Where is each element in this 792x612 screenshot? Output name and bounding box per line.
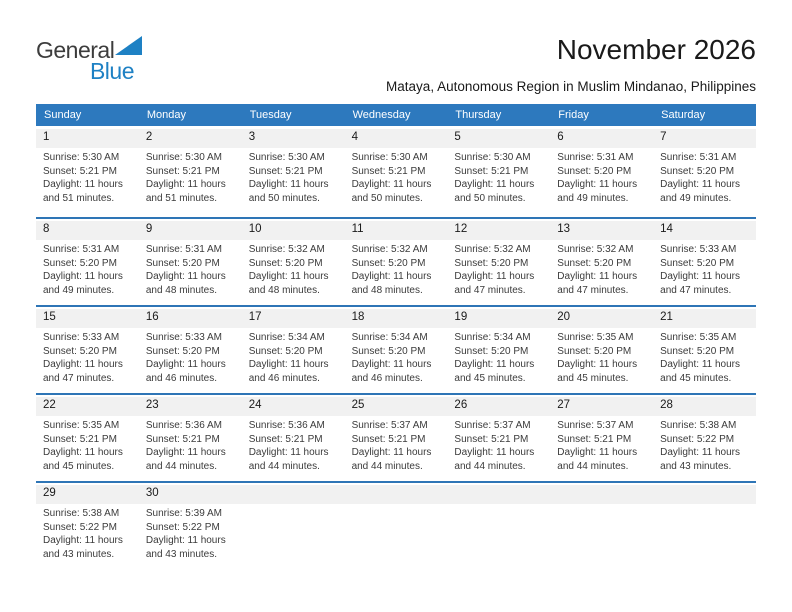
daylight-minutes-text: and 43 minutes. bbox=[660, 460, 732, 472]
day-details-band bbox=[36, 148, 756, 205]
daylight-minutes-text: and 48 minutes. bbox=[145, 284, 218, 296]
logo-text-general: General bbox=[36, 37, 115, 63]
calendar-table bbox=[36, 104, 756, 569]
calendar-day-cell bbox=[36, 148, 139, 205]
daylight-text: Daylight: 11 hours bbox=[248, 179, 329, 190]
day-details-band bbox=[36, 328, 756, 385]
sunset-text: Sunset: 5:20 PM bbox=[248, 257, 323, 269]
sunset-text: Sunset: 5:22 PM bbox=[145, 521, 220, 533]
sunrise-text: Sunrise: 5:34 AM bbox=[454, 332, 531, 343]
day-number: 7 bbox=[660, 131, 667, 143]
sunset-text: Sunset: 5:21 PM bbox=[145, 165, 220, 177]
empty-day-cell bbox=[242, 504, 345, 561]
weekday-header-monday: Monday bbox=[146, 109, 186, 121]
calendar-day-cell bbox=[139, 328, 242, 385]
calendar-day-cell bbox=[447, 148, 550, 205]
day-number-band bbox=[36, 485, 756, 504]
daylight-text: Daylight: 11 hours bbox=[660, 447, 740, 458]
sunrise-text: Sunrise: 5:31 AM bbox=[557, 152, 634, 163]
calendar-day-cell bbox=[242, 416, 345, 473]
day-number: 25 bbox=[351, 399, 365, 411]
calendar-day-cell bbox=[653, 240, 756, 297]
page-subtitle: Mataya, Autonomous Region in Muslim Mindanao, Philippines bbox=[386, 79, 756, 94]
daylight-text: Daylight: 11 hours bbox=[557, 179, 638, 190]
daylight-text: Daylight: 11 hours bbox=[557, 271, 638, 282]
calendar-day-cell bbox=[447, 328, 550, 385]
day-number: 21 bbox=[660, 311, 673, 323]
calendar-day-cell bbox=[242, 148, 345, 205]
weekday-header-wednesday: Wednesday bbox=[352, 109, 411, 121]
day-number: 23 bbox=[145, 399, 159, 411]
sunset-text: Sunset: 5:21 PM bbox=[248, 433, 323, 445]
daylight-minutes-text: and 44 minutes. bbox=[557, 460, 629, 472]
sunrise-text: Sunrise: 5:30 AM bbox=[43, 152, 120, 163]
day-number-band bbox=[36, 221, 756, 240]
daylight-text: Daylight: 11 hours bbox=[248, 359, 329, 370]
calendar-day-cell bbox=[36, 240, 139, 297]
sunrise-text: Sunrise: 5:35 AM bbox=[557, 332, 634, 343]
calendar-week-row bbox=[36, 481, 756, 569]
daylight-text: Daylight: 11 hours bbox=[660, 359, 740, 370]
day-number: 12 bbox=[454, 223, 468, 235]
day-number: 30 bbox=[145, 487, 159, 499]
empty-day-number bbox=[345, 485, 448, 504]
daylight-text: Daylight: 11 hours bbox=[145, 535, 226, 546]
day-number: 5 bbox=[454, 131, 461, 143]
sunrise-text: Sunrise: 5:33 AM bbox=[43, 332, 120, 343]
calendar-day-cell bbox=[36, 328, 139, 385]
calendar-day-cell bbox=[36, 416, 139, 473]
daylight-text: Daylight: 11 hours bbox=[43, 179, 123, 190]
daylight-minutes-text: and 46 minutes. bbox=[145, 372, 218, 384]
calendar-day-cell bbox=[345, 148, 448, 205]
sunset-text: Sunset: 5:20 PM bbox=[43, 345, 117, 357]
day-number: 24 bbox=[248, 399, 262, 411]
sunset-text: Sunset: 5:20 PM bbox=[660, 345, 735, 357]
sunset-text: Sunset: 5:22 PM bbox=[43, 521, 117, 533]
day-number: 19 bbox=[454, 311, 468, 323]
day-number: 9 bbox=[145, 223, 153, 235]
calendar-day-cell bbox=[550, 148, 653, 205]
daylight-minutes-text: and 48 minutes. bbox=[351, 284, 423, 296]
day-number: 22 bbox=[43, 399, 56, 411]
calendar-day-cell bbox=[139, 504, 242, 561]
daylight-minutes-text: and 50 minutes. bbox=[351, 192, 423, 204]
sunrise-text: Sunrise: 5:30 AM bbox=[351, 152, 428, 163]
day-number: 28 bbox=[660, 399, 673, 411]
daylight-text: Daylight: 11 hours bbox=[351, 179, 432, 190]
daylight-text: Daylight: 11 hours bbox=[145, 271, 226, 282]
sunset-text: Sunset: 5:20 PM bbox=[351, 345, 426, 357]
day-number: 13 bbox=[557, 223, 571, 235]
empty-day-number bbox=[550, 485, 653, 504]
weekday-header-sunday: Sunday bbox=[44, 109, 82, 121]
daylight-minutes-text: and 47 minutes. bbox=[43, 372, 115, 384]
sunrise-text: Sunrise: 5:31 AM bbox=[43, 244, 120, 255]
calendar-day-cell bbox=[139, 240, 242, 297]
sunrise-text: Sunrise: 5:35 AM bbox=[660, 332, 737, 343]
sunrise-text: Sunrise: 5:35 AM bbox=[43, 420, 120, 431]
sunrise-text: Sunrise: 5:31 AM bbox=[145, 244, 222, 255]
sunrise-text: Sunrise: 5:34 AM bbox=[351, 332, 428, 343]
calendar-day-cell bbox=[345, 328, 448, 385]
calendar-body bbox=[36, 129, 756, 569]
sunrise-text: Sunrise: 5:33 AM bbox=[145, 332, 222, 343]
daylight-minutes-text: and 47 minutes. bbox=[557, 284, 629, 296]
weekday-header-tuesday: Tuesday bbox=[249, 109, 292, 121]
daylight-minutes-text: and 44 minutes. bbox=[145, 460, 218, 472]
day-number: 3 bbox=[248, 131, 256, 143]
general-blue-logo bbox=[36, 36, 146, 82]
day-number: 15 bbox=[43, 311, 56, 323]
daylight-minutes-text: and 45 minutes. bbox=[660, 372, 732, 384]
empty-day-number bbox=[447, 485, 550, 504]
empty-day-cell bbox=[447, 504, 550, 561]
daylight-minutes-text: and 43 minutes. bbox=[145, 548, 218, 560]
calendar-day-cell bbox=[653, 416, 756, 473]
sunset-text: Sunset: 5:21 PM bbox=[145, 433, 220, 445]
sunset-text: Sunset: 5:20 PM bbox=[145, 257, 220, 269]
daylight-text: Daylight: 11 hours bbox=[351, 447, 432, 458]
sunset-text: Sunset: 5:20 PM bbox=[454, 345, 529, 357]
day-number-band bbox=[36, 129, 756, 148]
sunrise-text: Sunrise: 5:38 AM bbox=[43, 508, 120, 519]
daylight-text: Daylight: 11 hours bbox=[454, 271, 535, 282]
day-number-band bbox=[36, 397, 756, 416]
calendar-week-row bbox=[36, 217, 756, 305]
sunset-text: Sunset: 5:21 PM bbox=[454, 165, 529, 177]
calendar-day-cell bbox=[345, 416, 448, 473]
sunset-text: Sunset: 5:21 PM bbox=[454, 433, 529, 445]
day-number: 20 bbox=[557, 311, 571, 323]
day-number: 10 bbox=[248, 223, 262, 235]
calendar-day-cell bbox=[550, 240, 653, 297]
logo-text-blue: Blue bbox=[89, 58, 134, 84]
daylight-minutes-text: and 44 minutes. bbox=[454, 460, 526, 472]
calendar-day-cell bbox=[550, 328, 653, 385]
sunrise-text: Sunrise: 5:32 AM bbox=[351, 244, 428, 255]
sunset-text: Sunset: 5:20 PM bbox=[557, 257, 632, 269]
calendar-day-cell bbox=[345, 240, 448, 297]
daylight-minutes-text: and 45 minutes. bbox=[43, 460, 115, 472]
weekday-header-friday: Friday bbox=[558, 109, 589, 121]
calendar-day-cell bbox=[550, 416, 653, 473]
day-number: 6 bbox=[557, 131, 564, 143]
logo-triangle-icon bbox=[115, 36, 142, 60]
day-number: 14 bbox=[660, 223, 673, 235]
sunrise-text: Sunrise: 5:32 AM bbox=[454, 244, 531, 255]
daylight-text: Daylight: 11 hours bbox=[454, 359, 535, 370]
sunset-text: Sunset: 5:20 PM bbox=[660, 165, 735, 177]
day-number: 1 bbox=[43, 131, 50, 143]
sunrise-text: Sunrise: 5:33 AM bbox=[660, 244, 737, 255]
daylight-minutes-text: and 47 minutes. bbox=[454, 284, 526, 296]
sunset-text: Sunset: 5:21 PM bbox=[557, 433, 632, 445]
daylight-text: Daylight: 11 hours bbox=[248, 271, 329, 282]
sunset-text: Sunset: 5:21 PM bbox=[351, 433, 426, 445]
day-details-band bbox=[36, 240, 756, 297]
day-number: 17 bbox=[248, 311, 262, 323]
daylight-minutes-text: and 49 minutes. bbox=[660, 192, 732, 204]
daylight-minutes-text: and 44 minutes. bbox=[351, 460, 423, 472]
empty-day-number bbox=[653, 485, 756, 504]
sunset-text: Sunset: 5:21 PM bbox=[351, 165, 426, 177]
calendar-day-cell bbox=[139, 416, 242, 473]
sunset-text: Sunset: 5:20 PM bbox=[43, 257, 117, 269]
sunset-text: Sunset: 5:21 PM bbox=[43, 165, 117, 177]
daylight-minutes-text: and 47 minutes. bbox=[660, 284, 732, 296]
daylight-minutes-text: and 51 minutes. bbox=[145, 192, 218, 204]
calendar-day-cell bbox=[447, 416, 550, 473]
calendar-day-cell bbox=[36, 504, 139, 561]
sunset-text: Sunset: 5:22 PM bbox=[660, 433, 735, 445]
calendar-day-cell bbox=[242, 328, 345, 385]
daylight-minutes-text: and 49 minutes. bbox=[557, 192, 629, 204]
sunrise-text: Sunrise: 5:39 AM bbox=[145, 508, 222, 519]
daylight-text: Daylight: 11 hours bbox=[145, 179, 226, 190]
calendar-day-cell bbox=[242, 240, 345, 297]
daylight-minutes-text: and 45 minutes. bbox=[454, 372, 526, 384]
daylight-text: Daylight: 11 hours bbox=[660, 271, 740, 282]
sunset-text: Sunset: 5:21 PM bbox=[248, 165, 323, 177]
calendar-day-cell bbox=[653, 148, 756, 205]
sunset-text: Sunset: 5:20 PM bbox=[248, 345, 323, 357]
day-details-band bbox=[36, 416, 756, 473]
sunrise-text: Sunrise: 5:34 AM bbox=[248, 332, 325, 343]
day-number-band bbox=[36, 309, 756, 328]
sunrise-text: Sunrise: 5:32 AM bbox=[248, 244, 325, 255]
weekday-header-saturday: Saturday bbox=[661, 109, 706, 121]
sunrise-text: Sunrise: 5:38 AM bbox=[660, 420, 737, 431]
daylight-text: Daylight: 11 hours bbox=[145, 447, 226, 458]
daylight-minutes-text: and 51 minutes. bbox=[43, 192, 115, 204]
day-number: 29 bbox=[43, 487, 56, 499]
daylight-text: Daylight: 11 hours bbox=[43, 271, 123, 282]
daylight-text: Daylight: 11 hours bbox=[557, 359, 638, 370]
day-number: 8 bbox=[43, 223, 50, 235]
sunrise-text: Sunrise: 5:30 AM bbox=[454, 152, 531, 163]
calendar-day-cell bbox=[653, 328, 756, 385]
daylight-minutes-text: and 46 minutes. bbox=[248, 372, 320, 384]
daylight-text: Daylight: 11 hours bbox=[557, 447, 638, 458]
daylight-minutes-text: and 48 minutes. bbox=[248, 284, 320, 296]
day-number: 27 bbox=[557, 399, 571, 411]
sunset-text: Sunset: 5:20 PM bbox=[557, 345, 632, 357]
sunrise-text: Sunrise: 5:32 AM bbox=[557, 244, 634, 255]
sunset-text: Sunset: 5:20 PM bbox=[557, 165, 632, 177]
calendar-week-row bbox=[36, 393, 756, 481]
empty-day-number bbox=[242, 485, 345, 504]
sunrise-text: Sunrise: 5:37 AM bbox=[351, 420, 428, 431]
daylight-text: Daylight: 11 hours bbox=[351, 359, 432, 370]
sunset-text: Sunset: 5:20 PM bbox=[351, 257, 426, 269]
sunset-text: Sunset: 5:20 PM bbox=[145, 345, 220, 357]
daylight-text: Daylight: 11 hours bbox=[454, 447, 535, 458]
weekday-header-thursday: Thursday bbox=[455, 109, 502, 121]
day-number: 18 bbox=[351, 311, 365, 323]
calendar-week-row bbox=[36, 305, 756, 393]
daylight-text: Daylight: 11 hours bbox=[351, 271, 432, 282]
daylight-minutes-text: and 49 minutes. bbox=[43, 284, 115, 296]
sunrise-text: Sunrise: 5:30 AM bbox=[248, 152, 325, 163]
daylight-text: Daylight: 11 hours bbox=[660, 179, 740, 190]
sunrise-text: Sunrise: 5:36 AM bbox=[145, 420, 222, 431]
sunrise-text: Sunrise: 5:31 AM bbox=[660, 152, 737, 163]
empty-day-cell bbox=[653, 504, 756, 561]
page-title: November 2026 bbox=[556, 34, 756, 65]
day-number: 26 bbox=[454, 399, 468, 411]
sunrise-text: Sunrise: 5:37 AM bbox=[454, 420, 531, 431]
sunrise-text: Sunrise: 5:37 AM bbox=[557, 420, 634, 431]
daylight-text: Daylight: 11 hours bbox=[43, 535, 123, 546]
daylight-text: Daylight: 11 hours bbox=[43, 447, 123, 458]
empty-day-cell bbox=[345, 504, 448, 561]
calendar-day-cell bbox=[447, 240, 550, 297]
calendar-day-cell bbox=[139, 148, 242, 205]
daylight-minutes-text: and 50 minutes. bbox=[454, 192, 526, 204]
day-details-band bbox=[36, 504, 756, 561]
daylight-minutes-text: and 45 minutes. bbox=[557, 372, 629, 384]
daylight-minutes-text: and 46 minutes. bbox=[351, 372, 423, 384]
daylight-minutes-text: and 50 minutes. bbox=[248, 192, 320, 204]
day-number: 4 bbox=[351, 131, 358, 143]
daylight-text: Daylight: 11 hours bbox=[454, 179, 535, 190]
empty-day-cell bbox=[550, 504, 653, 561]
sunset-text: Sunset: 5:21 PM bbox=[43, 433, 117, 445]
daylight-text: Daylight: 11 hours bbox=[248, 447, 329, 458]
sunset-text: Sunset: 5:20 PM bbox=[660, 257, 735, 269]
sunrise-text: Sunrise: 5:30 AM bbox=[145, 152, 222, 163]
day-number: 16 bbox=[145, 311, 159, 323]
day-number: 11 bbox=[351, 223, 364, 235]
daylight-text: Daylight: 11 hours bbox=[145, 359, 226, 370]
sunrise-text: Sunrise: 5:36 AM bbox=[248, 420, 325, 431]
daylight-minutes-text: and 44 minutes. bbox=[248, 460, 320, 472]
daylight-text: Daylight: 11 hours bbox=[43, 359, 123, 370]
day-number: 2 bbox=[145, 131, 153, 143]
daylight-minutes-text: and 43 minutes. bbox=[43, 548, 115, 560]
sunset-text: Sunset: 5:20 PM bbox=[454, 257, 529, 269]
weekday-header-row bbox=[36, 104, 756, 126]
calendar-week-row bbox=[36, 129, 756, 217]
